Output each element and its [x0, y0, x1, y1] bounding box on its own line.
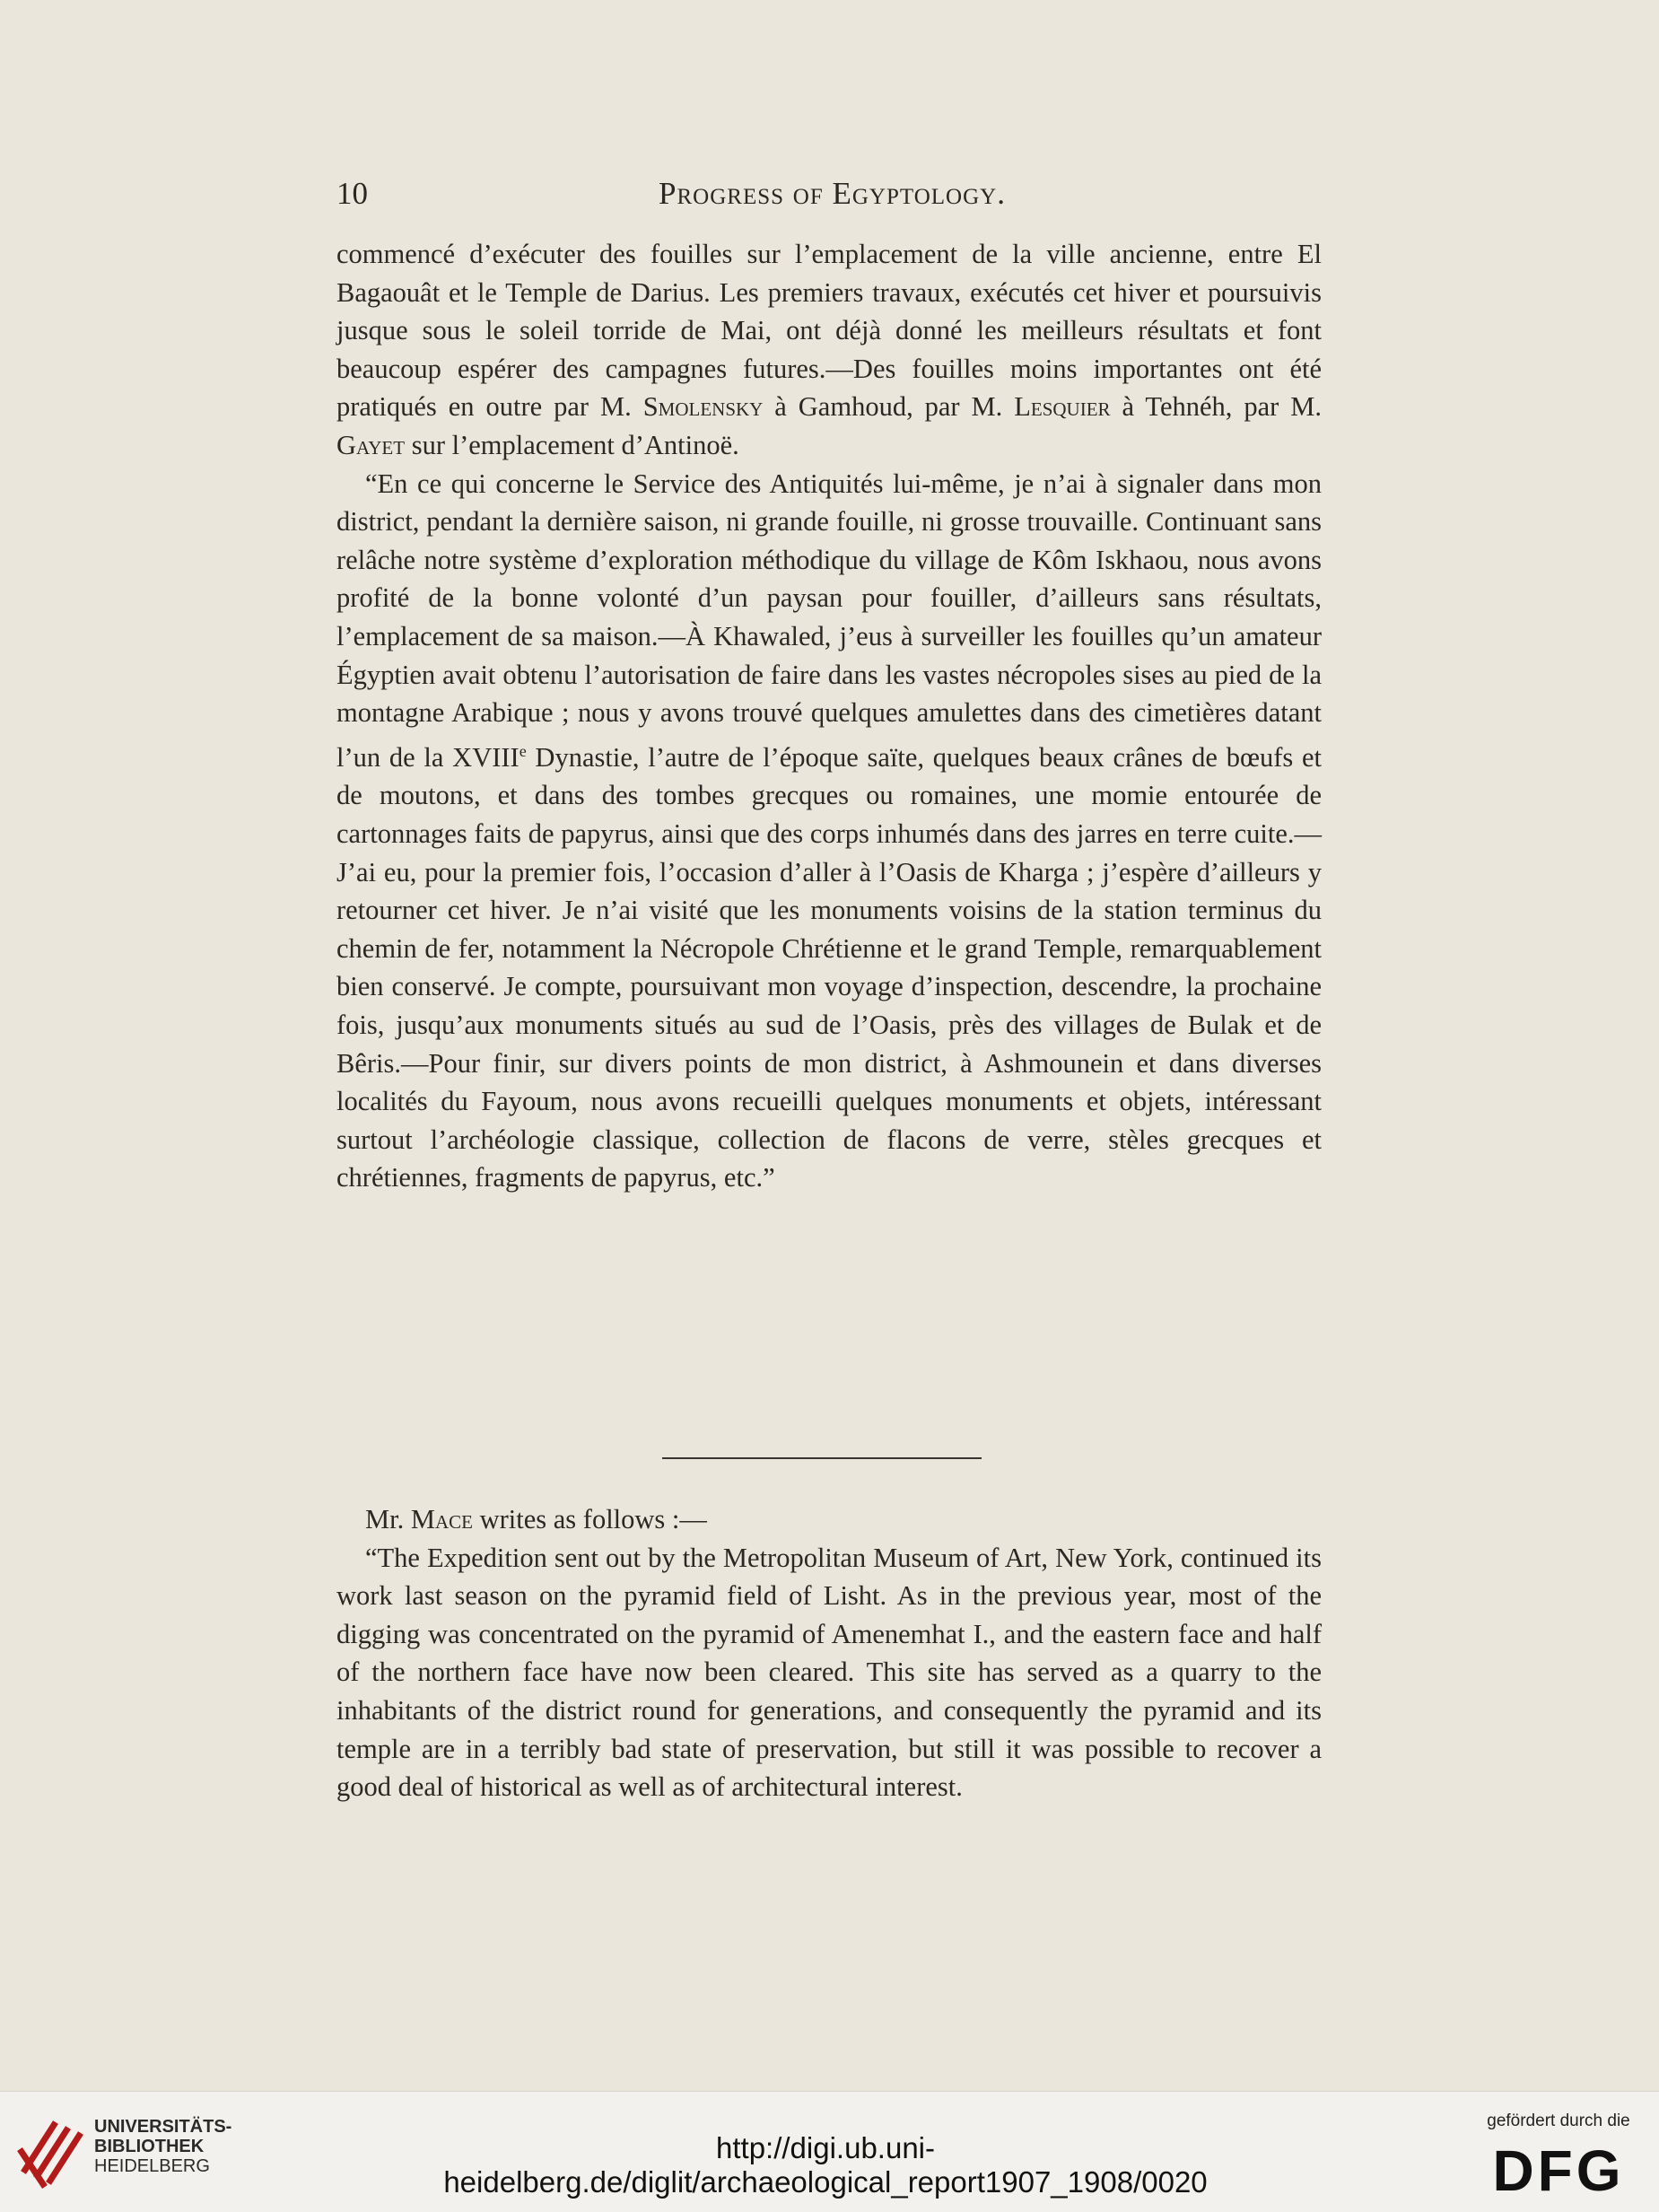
superscript: e [519, 741, 527, 760]
text-block-english [336, 1500, 1322, 1806]
permalink-url[interactable]: http://digi.ub.uni-heidelberg.de/diglit/archaeological_report1907_1908/0020 [443, 2131, 1208, 2199]
funding-caption: gefördert durch die [1487, 2111, 1630, 2130]
person-name: Gayet [336, 429, 406, 460]
person-name: Mace [410, 1504, 473, 1534]
person-name: Smolensky [642, 391, 764, 423]
paragraph: commencé d’exécuter des fouilles sur l’emplacement de la ville ancienne, entre El Bagaouât et le Temple de Darius. Les premiers travaux, exécutés cet hiver et poursuivis jusque sous le soleil torride de Mai, ont déjà donné les meilleurs résultats et font beaucoup espérer des campagnes futures.—Des fouilles moins importantes ont été pratiqués en outre par M. Smolensky à Gamhoud, par M. Lesquier à Tehnéh, par M. Gayet sur l’emplacement d’Antinoë. [336, 239, 1322, 460]
page-header [336, 176, 1328, 217]
dfg-logo-icon: DFG [1492, 2138, 1625, 2203]
paragraph: Mr. Mace writes as follows :— [365, 1504, 707, 1534]
paragraph: “En ce qui concerne le Service des Antiquités lui-même, je n’ai à signaler dans mon district, pendant la dernière saison, ni grande fouille, ni grosse trouvaille. Continuant sans relâche notre système d’exploration méthodique du village de Kôm Iskhaou, nous avons profité de la bonne volonté d’un paysan pour fouiller, d’ailleurs sans résultats, l’emplacement de sa maison.—À Khawaled, j’eus à surveiller les fouilles qu’un amateur Égyptien avait obtenu l’autorisation de faire dans les vastes nécropoles sises au pied de la montagne Arabique ; nous y avons trouvé quelques amulettes dans des cimetières datant l’un de la XVIIIe Dynastie, l’autre de l’époque saïte, quelques beaux crânes de bœufs et de moutons, et dans des tombes grecques ou romaines, une momie entourée de cartonnages faits de papyrus, ainsi que des corps inhumés dans des jarres en terre cuite.—J’ai eu, pour la premier fois, l’occasion d’aller à l’Oasis de Kharga ; j’espère d’ailleurs y retourner cet hiver. Je n’ai visité que les monuments voisins de la station terminus du chemin de fer, notamment la Nécropole Chrétienne et le grand Temple, remarquablement bien conservé. Je compte, poursuivant mon voyage d’inspection, descendre, la prochaine fois, jusqu’aux monuments situés au sud de l’Oasis, près des villages de Bulak et de Bêris.—Pour finir, sur divers points de mon district, à Ashmounein et dans diverses localités du Fayoum, nous avons recueilli quelques monuments et objets, intéressant surtout l’archéologie classique, collection de flacons de verre, stèles grecques et chrétiennes, fragments de papyrus, etc.” [336, 468, 1322, 1193]
running-title: Progress of Egyptology. [659, 176, 1006, 211]
page-number: 10 [336, 176, 368, 211]
library-logo-icon [11, 2110, 92, 2190]
text-block-french [336, 235, 1322, 1197]
section-divider [662, 1457, 982, 1459]
digitization-footer [0, 2091, 1659, 2212]
person-name: Lesquier [1014, 391, 1111, 423]
library-name: UNIVERSITÄTS- BIBLIOTHEK HEIDELBERG [94, 2117, 232, 2176]
paragraph: “The Expedition sent out by the Metropolitan Museum of Art, New York, continued its work last season on the pyramid field of Lisht. As in the previous year, most of the digging was concentrated on the pyramid of Amenemhat I., and the eastern face and half of the northern face have now been cleared. This site has served as a quarry to the inhabitants of the district round for generations, and consequently the pyramid and its temple are in a terribly bad state of preservation, but still it was possible to recover a good deal of historical as well as of architectural interest. [336, 1542, 1322, 1803]
